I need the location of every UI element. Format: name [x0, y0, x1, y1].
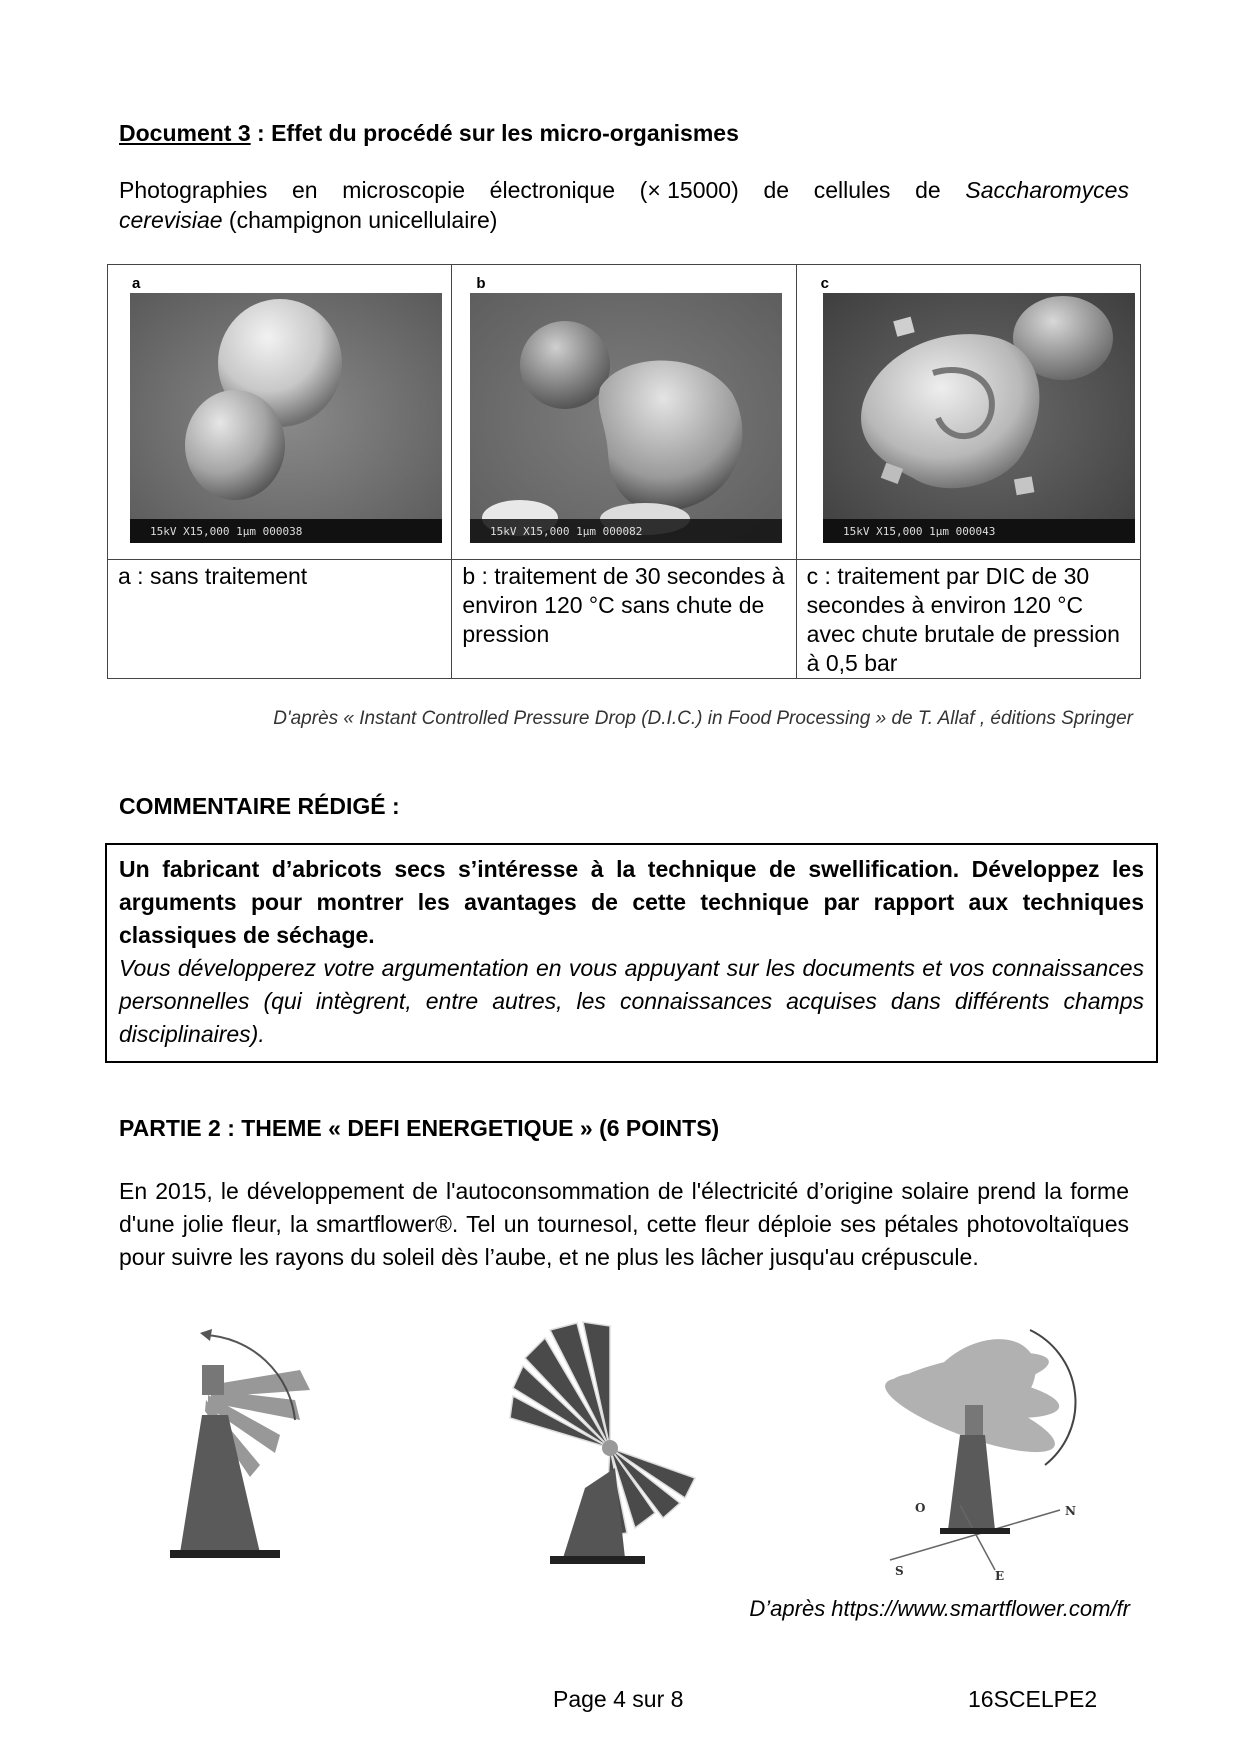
intro-word: cellules: [813, 177, 891, 203]
micrograph-c-image: [823, 293, 1135, 543]
intro-end: (champignon unicellulaire): [222, 207, 498, 233]
part2-title: PARTIE 2 : THEME « DEFI ENERGETIQUE » (6 POINTS): [119, 1115, 720, 1141]
caption-c: c : traitement par DIC de 30 secondes à environ 120 °C avec chute brutale de pression à 0,5 bar: [796, 560, 1140, 679]
source-citation-1: D'après « Instant Controlled Pressure Drop (D.I.C.) in Food Processing » de T. Allaf , éditions Springer: [273, 708, 1133, 729]
micrograph-cell-b: [452, 265, 796, 560]
smartflower-folded-image: [150, 1325, 320, 1575]
document-title-rest: : Effet du procédé sur les micro-organismes: [250, 120, 739, 146]
micrograph-cell-a: [108, 265, 452, 560]
comment-italic-text: Vous développerez votre argumentation en vous appuyant sur les documents et vos connaissances personnelles (qui intègrent, entre autres, les connaissances acquises dans différents champs disciplinaires).: [119, 955, 1144, 1047]
micrograph-c-scale: 15kV X15,000 1μm 000043: [842, 525, 995, 538]
smartflower-tracking-image: [860, 1325, 1090, 1585]
page-number: Page 4 sur 8: [553, 1686, 684, 1712]
compass-north-label: N: [1065, 1504, 1076, 1518]
document-label: Document 3: [119, 120, 251, 146]
micrograph-a-scale: 15kV X15,000 1μm 000038: [150, 525, 303, 538]
intro-species-genus: Saccharomyces: [965, 177, 1129, 203]
compass-south-label: S: [895, 1564, 904, 1578]
micrograph-table: [107, 264, 1141, 679]
document-title: [119, 120, 739, 147]
intro-line-2: [119, 205, 1129, 235]
micrograph-b-scale: 15kV X15,000 1μm 000082: [490, 525, 643, 538]
micrograph-image-row: [108, 265, 1141, 560]
intro-word: en: [292, 177, 318, 203]
comment-bold-text: Un fabricant d’abricots secs s’intéresse à la technique de swellification. Développez les arguments pour montrer les avantages de cette technique par rapport aux techniques classiques de séchage.: [119, 856, 1144, 948]
compass-east-label: E: [995, 1569, 1005, 1583]
micrograph-letter: c: [820, 275, 829, 292]
intro-word: de: [763, 177, 790, 203]
caption-a: a : sans traitement: [108, 560, 452, 679]
document-code: 16SCELPE2: [968, 1686, 1098, 1712]
caption-b: b : traitement de 30 secondes à environ 120 °C sans chute de pression: [452, 560, 796, 679]
micrograph-cell-c: [796, 265, 1140, 560]
micrograph-a-image: [130, 293, 442, 543]
part2-paragraph: En 2015, le développement de l'autoconsommation de l'électricité d’origine solaire prend la forme d'une jolie fleur, la smartflower®. Tel un tournesol, cette fleur déploie ses pétales photovoltaïques pour suivre les rayons du soleil dès l’aube, et ne plus les lâcher jusqu'au crépuscule.: [119, 1178, 1129, 1270]
comment-title: COMMENTAIRE RÉDIGÉ :: [119, 793, 400, 819]
intro-word: (× 15000): [639, 177, 739, 203]
intro-word: microscopie: [342, 177, 465, 203]
intro-word: électronique: [489, 177, 615, 203]
intro-word: de: [915, 177, 941, 203]
smartflower-open-image: [505, 1318, 705, 1578]
comment-box: [105, 843, 1158, 1063]
source-citation-2: D’après https://www.smartflower.com/fr: [749, 1596, 1130, 1621]
compass-west-label: O: [915, 1501, 926, 1515]
intro-line-1: [119, 175, 1129, 205]
micrograph-letter: b: [476, 275, 486, 292]
intro-word: Photographies: [119, 177, 268, 203]
micrograph-letter: a: [132, 275, 141, 292]
micrograph-b-image: [470, 293, 782, 543]
micrograph-caption-row: [108, 560, 1141, 679]
intro-paragraph: [119, 175, 1129, 235]
intro-species-name: cerevisiae: [119, 207, 223, 233]
